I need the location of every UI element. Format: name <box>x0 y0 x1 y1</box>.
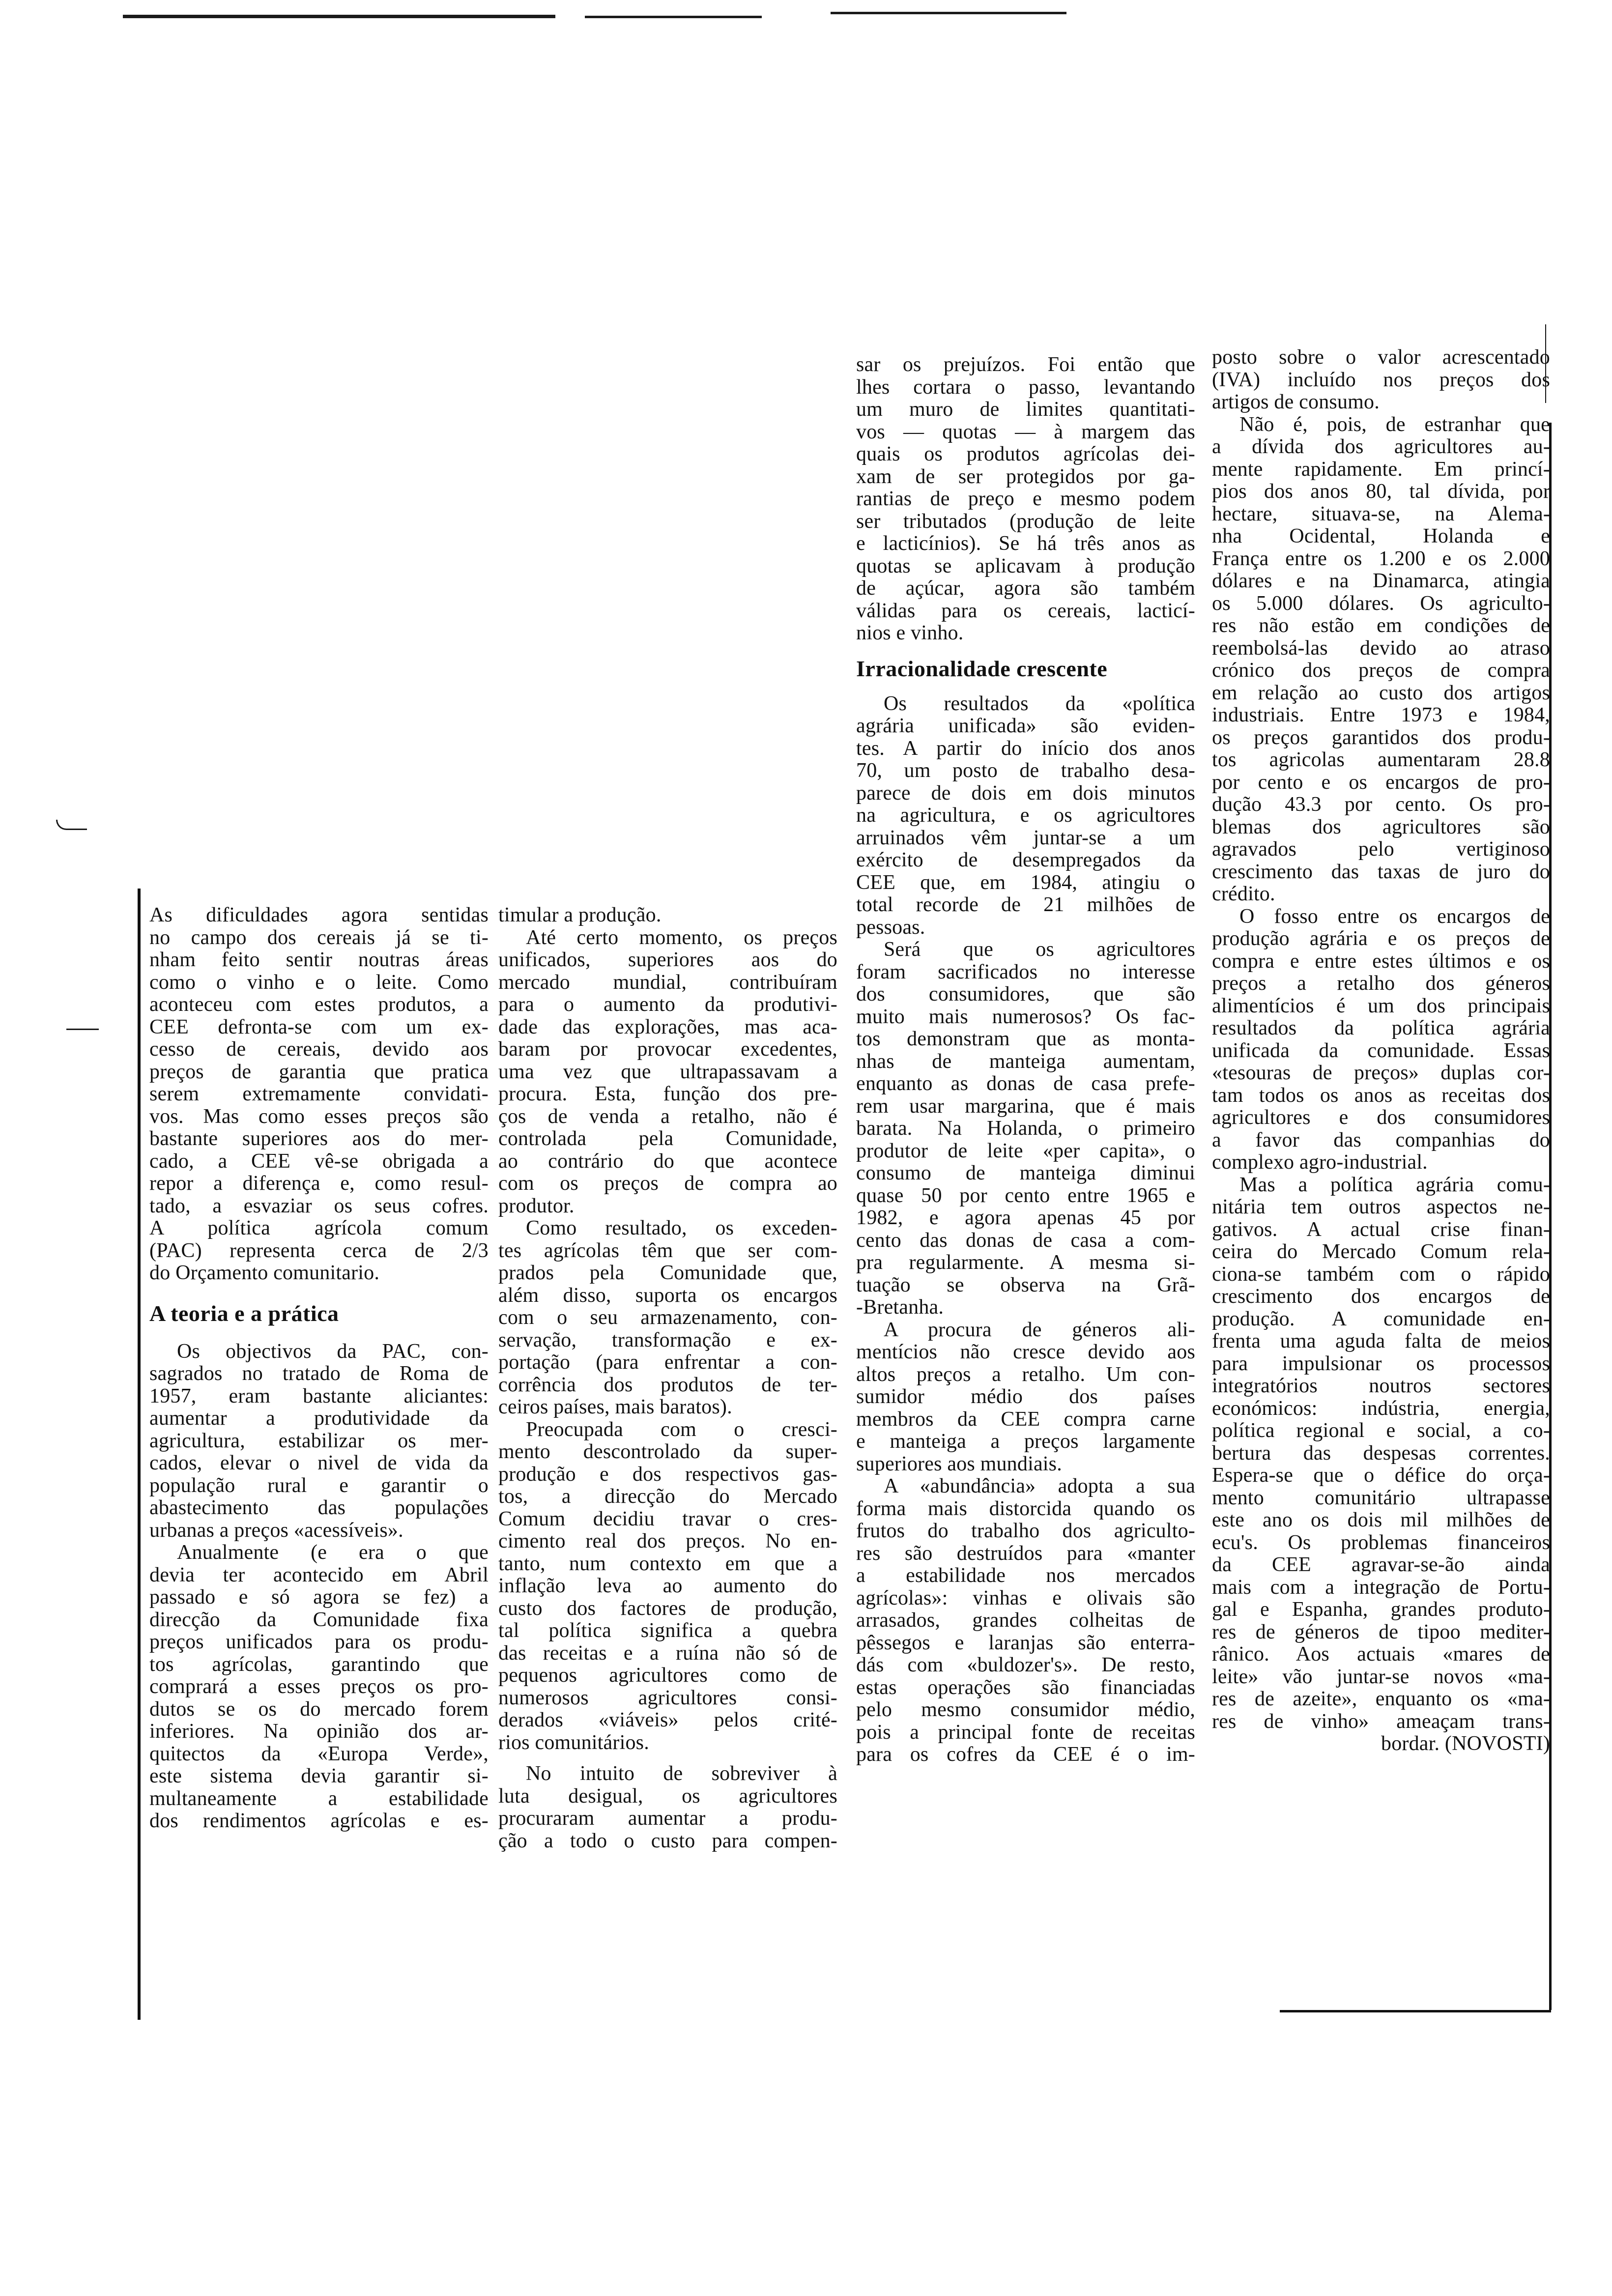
text-line: tal política significa a quebra <box>498 1619 837 1642</box>
text-line: baram por provocar excedentes, <box>498 1038 837 1061</box>
text-line: tanto, num contexto em que a <box>498 1552 837 1575</box>
text-line: (IVA) incluído nos preços dos <box>1212 368 1550 391</box>
text-line: tam todos os anos as receitas dos <box>1212 1084 1550 1107</box>
text-line: -Bretanha. <box>856 1296 944 1319</box>
text-line: sar os prejuízos. Foi então que <box>856 353 1195 376</box>
text-line: quitectos da «Europa Verde», <box>149 1742 489 1765</box>
text-line: uma vez que ultrapassavam a <box>498 1060 837 1083</box>
text-line: crescimento dos encargos de <box>1212 1285 1550 1308</box>
text-line: Anualmente (e era o que <box>177 1541 489 1564</box>
text-line: nios e vinho. <box>856 622 964 644</box>
text-line: pios dos anos 80, tal dívida, por <box>1212 480 1550 503</box>
text-line: preços a retalho dos géneros <box>1212 972 1550 995</box>
text-line: As dificuldades agora sentidas <box>149 904 489 926</box>
text-line: Até certo momento, os preços <box>526 926 837 949</box>
text-line: 1982, e agora apenas 45 por <box>856 1206 1195 1229</box>
text-line: custo dos factores de produção, <box>498 1597 837 1620</box>
text-line: crescimento das taxas de juro do <box>1212 860 1550 883</box>
text-line: res de vinho» ameaçam trans- <box>1212 1710 1550 1733</box>
text-line: válidas para os cereais, lacticí- <box>856 599 1195 622</box>
column-frame-left <box>138 889 141 2020</box>
article-column-2 <box>498 904 837 1852</box>
text-line: do Orçamento comunitario. <box>149 1262 380 1284</box>
text-line: res não estão em condições de <box>1212 614 1550 637</box>
text-line: rem usar margarina, que é mais <box>856 1094 1195 1118</box>
text-line: os 5.000 dólares. Os agriculto- <box>1212 592 1550 615</box>
text-line: superiores aos mundiais. <box>856 1452 1062 1475</box>
text-line: nitária tem outros aspectos ne- <box>1212 1196 1550 1218</box>
text-line: Espera-se que o défice do orça- <box>1212 1464 1550 1487</box>
paragraph <box>498 1217 837 1419</box>
text-line: nhas de manteiga aumentam, <box>856 1050 1195 1073</box>
text-line: frenta uma aguda falta de meios <box>1212 1330 1550 1352</box>
text-line: artigos de consumo. <box>1212 391 1380 413</box>
text-line: rânico. Aos actuais «mares de <box>1212 1643 1550 1665</box>
section-heading: A teoria e a prática <box>149 1300 339 1326</box>
text-line: preços unificados para os produ- <box>149 1631 489 1653</box>
text-line: dade das explorações, mas aca- <box>498 1015 837 1038</box>
text-line: nha Ocidental, Holanda e <box>1212 525 1550 547</box>
text-line: para os cofres da CEE é o im- <box>856 1743 1195 1766</box>
text-line: repor a diferença e, como resul- <box>149 1172 489 1195</box>
text-line: numerosos agricultores consi- <box>498 1686 837 1709</box>
text-line: barata. Na Holanda, o primeiro <box>856 1117 1195 1140</box>
text-line: tos demonstram que as monta- <box>856 1028 1195 1050</box>
text-line: frutos do trabalho dos agriculto- <box>856 1520 1195 1542</box>
text-line: produção. A comunidade en- <box>1212 1307 1550 1330</box>
text-line: tos agricolas aumentaram 28.8 <box>1212 748 1550 771</box>
source-credit-line: bordar. (NOVOSTI) <box>1381 1732 1550 1755</box>
text-line: população rural e garantir o <box>149 1474 489 1497</box>
text-line: no campo dos cereais já se ti- <box>149 926 489 949</box>
text-line: derados «viáveis» pelos crité- <box>498 1709 837 1731</box>
text-line: estas operações são financiadas <box>856 1676 1195 1699</box>
text-line: Preocupada com o cresci- <box>526 1418 837 1441</box>
text-line: rantias de preço e mesmo podem <box>856 488 1195 510</box>
text-line: mentícios não cresce devido aos <box>856 1341 1195 1363</box>
text-line: mento descontrolado da super- <box>498 1440 837 1463</box>
text-line: mais com a integração de Portu- <box>1212 1576 1550 1599</box>
text-line: bertura das despesas correntes. <box>1212 1441 1550 1464</box>
text-line: lhes cortara o passo, levantando <box>856 375 1195 399</box>
text-line: integratórios noutros sectores <box>1212 1375 1550 1397</box>
text-line: ecu's. Os problemas financeiros <box>1212 1531 1550 1554</box>
text-line: controlada pela Comunidade, <box>498 1127 837 1150</box>
text-line: Comum decidiu travar o cres- <box>498 1507 837 1530</box>
text-line: gativos. A actual crise finan- <box>1212 1218 1550 1241</box>
paragraph-gap <box>498 1754 837 1763</box>
text-line: enquanto as donas de casa prefe- <box>856 1072 1195 1095</box>
text-line: sagrados no tratado de Roma de <box>149 1362 489 1385</box>
top-rule-segment <box>123 15 555 18</box>
text-line: res de azeite», enquanto os «ma- <box>1212 1688 1550 1710</box>
text-line: devia ter acontecido em Abril <box>149 1563 489 1586</box>
text-line: a estabilidade nos mercados <box>856 1564 1195 1587</box>
text-line: prados pela Comunidade que, <box>498 1262 837 1284</box>
text-line: procura. Esta, função dos pre- <box>498 1083 837 1105</box>
paragraph <box>856 1319 1195 1476</box>
text-line: procuraram aumentar a produ- <box>498 1807 837 1830</box>
text-line: forma mais distorcida quando os <box>856 1497 1195 1520</box>
text-line: agrícolas»: vinhas e olivais são <box>856 1586 1195 1609</box>
text-line: resultados da política agrária <box>1212 1017 1550 1039</box>
text-line: além disso, suporta os encargos <box>498 1284 837 1307</box>
text-line: O fosso entre os encargos de <box>1239 905 1550 928</box>
text-line: consumo de manteiga diminui <box>856 1162 1195 1184</box>
text-line: cento das donas de casa a com- <box>856 1229 1195 1252</box>
text-line: quase 50 por cento entre 1965 e <box>856 1184 1195 1207</box>
text-line: tos, a direcção do Mercado <box>498 1485 837 1508</box>
text-line: A política agrícola comum <box>149 1217 489 1239</box>
text-line: dás com «buldozer's». De resto, <box>856 1654 1195 1676</box>
text-line: passado e só agora se fez) a <box>149 1586 489 1608</box>
text-line: por cento e os encargos de pro- <box>1212 771 1550 794</box>
paragraph <box>149 904 489 1285</box>
text-line: comprará a esses preços os pro- <box>149 1675 489 1698</box>
text-line: pequenos agricultores como de <box>498 1664 837 1687</box>
text-line: vos. Mas como esses preços são <box>149 1105 489 1128</box>
text-line: tes agrícolas têm que ser com- <box>498 1239 837 1262</box>
text-line: multaneamente a estabilidade <box>149 1787 489 1810</box>
text-line: pessoas. <box>856 916 925 939</box>
text-line: arrasados, grandes colheitas de <box>856 1609 1195 1632</box>
text-line: crédito. <box>1212 883 1275 905</box>
text-line: agricultura, estabilizar os mer- <box>149 1429 489 1452</box>
text-line: dólares e na Dinamarca, atingia <box>1212 570 1550 592</box>
text-line: hectare, situava-se, na Alema- <box>1212 502 1550 525</box>
text-line: um muro de limites quantitati- <box>856 398 1195 421</box>
text-line: Não é, pois, de estranhar que <box>1239 413 1550 436</box>
text-line: e manteiga a preços largamente <box>856 1430 1195 1453</box>
paragraph <box>149 1542 489 1833</box>
text-line: Os resultados da «política <box>884 692 1195 715</box>
text-line: ços de venda a retalho, não é <box>498 1105 837 1128</box>
text-line: preços de garantia que pratica <box>149 1060 489 1083</box>
text-line: abastecimento das populações <box>149 1496 489 1519</box>
article-column-4 <box>1212 346 1550 1755</box>
text-line: dutos se os do mercado forem <box>149 1697 489 1721</box>
text-line: produtor. <box>498 1194 575 1217</box>
text-line: mento comunitário ultrapasse <box>1212 1486 1550 1509</box>
column-frame-bottom <box>1280 2010 1551 2012</box>
text-line: «tesouras de preços» duplas cor- <box>1212 1062 1550 1084</box>
text-line: dos rendimentos agrícolas e es- <box>149 1809 489 1832</box>
text-line: produtor de leite «per capita», o <box>856 1139 1195 1162</box>
text-line: e lacticínios). Se há três anos as <box>856 532 1195 555</box>
text-line: para impulsionar os processos <box>1212 1352 1550 1375</box>
text-line: pois a principal fonte de receitas <box>856 1721 1195 1744</box>
text-line: económicos: indústria, energia, <box>1212 1397 1550 1420</box>
paragraph <box>498 904 837 927</box>
text-line: arruinados vêm juntar-se a um <box>856 826 1195 849</box>
text-line: compra e entre estes últimos e os <box>1212 949 1550 973</box>
text-line: servação, transformação e ex- <box>498 1328 837 1351</box>
text-line: de açúcar, agora são também <box>856 577 1195 600</box>
article-column-3 <box>856 354 1195 1766</box>
text-line: política regional e social, a co- <box>1212 1419 1550 1442</box>
top-rule-segment <box>585 16 762 18</box>
text-line: luta desigual, os agricultores <box>498 1784 837 1808</box>
text-line: tado, a esvaziar os seus cofres. <box>149 1194 489 1217</box>
text-line: quais os produtos agrícolas dei- <box>856 443 1195 465</box>
text-line: unificada da comunidade. Essas <box>1212 1039 1550 1062</box>
text-line: membros da CEE compra carne <box>856 1407 1195 1431</box>
text-line: direcção da Comunidade fixa <box>149 1608 489 1631</box>
text-line: No intuito de sobreviver à <box>526 1762 837 1785</box>
text-line: os preços garantidos dos produ- <box>1212 726 1550 749</box>
text-line: CEE que, em 1984, atingiu o <box>856 871 1195 894</box>
text-line: ção a todo o custo para compen- <box>498 1829 837 1852</box>
text-line: complexo agro-industrial. <box>1212 1151 1428 1174</box>
text-line: sumidor médio dos países <box>856 1385 1195 1408</box>
text-line: alimentícios é um dos principais <box>1212 994 1550 1017</box>
text-line: das receitas e a ruína não só de <box>498 1641 837 1665</box>
article-column-1 <box>149 904 489 1833</box>
text-line: a favor das companhias do <box>1212 1128 1550 1151</box>
text-line: em relação ao custo dos artigos <box>1212 681 1550 704</box>
text-line: cimento real dos preços. No en- <box>498 1530 837 1552</box>
paragraph <box>1212 414 1550 906</box>
text-line: inferiores. Na opinião dos ar- <box>149 1720 489 1743</box>
text-line: leite» vão juntar-se novos «ma- <box>1212 1665 1550 1688</box>
text-line: crónico dos preços de compra <box>1212 659 1550 682</box>
text-line: blemas dos agricultores são <box>1212 815 1550 838</box>
paragraph <box>1212 906 1550 1174</box>
text-line: como o vinho e o leite. Como <box>149 971 489 994</box>
text-line: posto sobre o valor acrescentado <box>1212 346 1550 369</box>
text-line: timular a produção. <box>498 904 662 926</box>
signoff <box>1212 1733 1550 1755</box>
text-line: altos preços a retalho. Um con- <box>856 1363 1195 1386</box>
text-line: agravados pelo vertiginoso <box>1212 838 1550 861</box>
text-line: produção e dos respectivos gas- <box>498 1463 837 1486</box>
text-line: com os preços de compra ao <box>498 1172 837 1195</box>
text-line: ciona-se também com o rápido <box>1212 1263 1550 1286</box>
paragraph <box>856 693 1195 939</box>
text-line: aconteceu com estes produtos, a <box>149 993 489 1016</box>
text-line: pêssegos e laranjas são enterra- <box>856 1631 1195 1654</box>
text-line: bastante superiores aos do mer- <box>149 1127 489 1150</box>
text-line: na agricultura, e os agricultores <box>856 804 1195 827</box>
text-line: gal e Espanha, grandes produto- <box>1212 1598 1550 1621</box>
text-line: portação (para enfrentar a con- <box>498 1351 837 1374</box>
text-line: A procura de géneros ali- <box>884 1318 1195 1341</box>
text-line: industriais. Entre 1973 e 1984, <box>1212 704 1550 726</box>
text-line: ao contrário do que acontece <box>498 1149 837 1173</box>
text-line: produção agrária e os preços de <box>1212 927 1550 950</box>
paragraph <box>498 1763 837 1852</box>
text-line: muito mais numerosos? Os fac- <box>856 1005 1195 1028</box>
text-line: pra regularmente. A mesma si- <box>856 1251 1195 1274</box>
text-line: serem extremamente convidati- <box>149 1083 489 1105</box>
text-line: para o aumento da produtivi- <box>498 993 837 1016</box>
text-line: quotas se aplicavam à produção <box>856 554 1195 577</box>
paragraph <box>856 939 1195 1319</box>
text-line: este ano os dois mil milhões de <box>1212 1509 1550 1531</box>
text-line: cado, a CEE vê-se obrigada a <box>149 1149 489 1173</box>
text-line: Como resultado, os exceden- <box>526 1217 837 1239</box>
paragraph <box>498 927 837 1218</box>
paragraph <box>1212 1174 1550 1733</box>
text-line: reembolsá-las devido ao atraso <box>1212 636 1550 660</box>
text-line: vos — quotas — à margem das <box>856 420 1195 443</box>
paragraph <box>856 1475 1195 1766</box>
text-line: pelo mesmo consumidor médio, <box>856 1698 1195 1721</box>
paragraph <box>498 1419 837 1754</box>
text-line: mercado mundial, contribuíram <box>498 971 837 994</box>
text-line: com o seu armazenamento, con- <box>498 1306 837 1329</box>
text-line: total recorde de 21 milhões de <box>856 893 1195 916</box>
text-line: mente rapidamente. Em princí- <box>1212 458 1550 481</box>
margin-mark <box>56 820 87 830</box>
text-line: A «abundância» adopta a sua <box>884 1475 1195 1497</box>
text-line: tos agrícolas, garantindo que <box>149 1653 489 1676</box>
margin-mark <box>66 1029 99 1032</box>
text-line: dução 43.3 por cento. Os pro- <box>1212 793 1550 816</box>
text-line: foram sacrificados no interesse <box>856 960 1195 983</box>
text-line: Será que os agricultores <box>884 938 1195 961</box>
text-line: corrência dos produtos de ter- <box>498 1373 837 1396</box>
text-line: aumentar a produtividade da <box>149 1407 489 1430</box>
text-line: tes. A partir do início dos anos <box>856 737 1195 760</box>
text-line: tuação se observa na Grã- <box>856 1273 1195 1296</box>
text-line: este sistema devia garantir si- <box>149 1765 489 1787</box>
text-line: parece de dois em dois minutos <box>856 781 1195 804</box>
text-line: ceiros países, mais baratos). <box>498 1396 732 1418</box>
text-line: inflação leva ao aumento do <box>498 1575 837 1597</box>
text-line: nham feito sentir noutras áreas <box>149 948 489 971</box>
text-line: urbanas a preços «acessíveis». <box>149 1519 403 1542</box>
text-line: França entre os 1.200 e os 2.000 <box>1212 547 1550 570</box>
text-line: exército de desempregados da <box>856 849 1195 871</box>
text-line: 70, um posto de trabalho desa- <box>856 759 1195 782</box>
paragraph <box>856 354 1195 645</box>
text-line: cesso de cereais, devido aos <box>149 1038 489 1061</box>
top-rule-segment <box>831 12 1066 14</box>
paragraph <box>1212 346 1550 414</box>
paragraph <box>149 1341 489 1542</box>
text-line: agricultores e dos consumidores <box>1212 1106 1550 1129</box>
text-line: (PAC) representa cerca de 2/3 <box>149 1239 489 1262</box>
text-line: agrária unificada» são eviden- <box>856 715 1195 737</box>
text-line: xam de ser protegidos por ga- <box>856 465 1195 488</box>
text-line: da CEE agravar-se-ão ainda <box>1212 1553 1550 1576</box>
text-line: Mas a política agrária comu- <box>1239 1173 1550 1196</box>
text-line: res de géneros de tipoo mediter- <box>1212 1620 1550 1643</box>
text-line: ceira do Mercado Comum rela- <box>1212 1240 1550 1263</box>
text-line: a dívida dos agricultores au- <box>1212 435 1550 458</box>
text-line: 1957, eram bastante aliciantes: <box>149 1384 489 1407</box>
text-line: rios comunitários. <box>498 1731 649 1754</box>
text-line: Os objectivos da PAC, con- <box>177 1340 489 1363</box>
text-line: CEE defronta-se com um ex- <box>149 1015 489 1038</box>
text-line: unificados, superiores aos do <box>498 948 837 971</box>
text-line: cados, elevar o nivel de vida da <box>149 1452 489 1474</box>
text-line: res são destruídos para «manter <box>856 1542 1195 1565</box>
text-line: dos consumidores, que são <box>856 983 1195 1005</box>
text-line: ser tributados (produção de leite <box>856 510 1195 533</box>
section-heading: Irracionalidade crescente <box>856 656 1108 681</box>
